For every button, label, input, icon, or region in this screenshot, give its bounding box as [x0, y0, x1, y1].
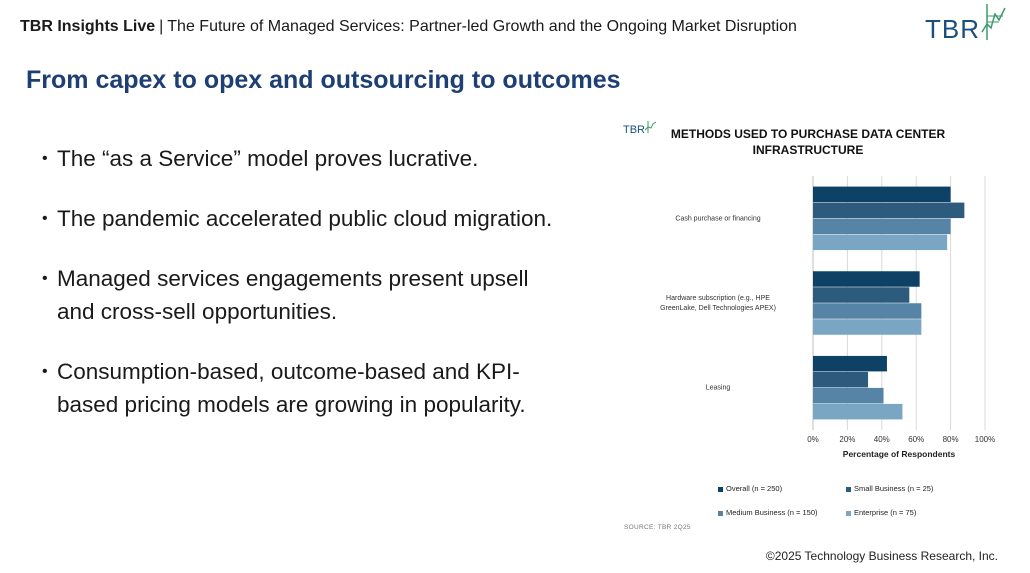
- category-label: Leasing: [705, 384, 731, 392]
- chart-source: SOURCE: TBR 2Q25: [624, 524, 691, 531]
- slide-title: From capex to opex and outsourcing to outcomes: [26, 66, 621, 94]
- legend-label: Medium Business (n = 150): [726, 508, 818, 517]
- category-label: Cash purchase or financing: [675, 215, 761, 223]
- header-subtitle: The Future of Managed Services: Partner-led Growth and the Ongoing Market Disruption: [167, 18, 797, 35]
- legend-swatch: [718, 487, 723, 492]
- x-tick-label: 60%: [908, 435, 925, 444]
- x-tick-label: 40%: [873, 435, 890, 444]
- bar: [813, 187, 951, 203]
- bar: [813, 203, 964, 219]
- bullet-item: • Managed services engagements present upsell and cross-sell opportunities.: [42, 262, 562, 328]
- x-axis-label: Percentage of Respondents: [842, 449, 956, 459]
- bullet-list: [42, 142, 562, 448]
- chart-panel: [618, 118, 1013, 538]
- chart-title: METHODS USED TO PURCHASE DATA CENTER INFRASTRUCTURE: [670, 127, 946, 157]
- bullet-item: • The “as a Service” model proves lucrative.: [42, 142, 562, 175]
- bar: [813, 372, 868, 388]
- legend-label: Overall (n = 250): [726, 484, 783, 493]
- legend-item: [846, 484, 933, 493]
- x-tick-label: 100%: [974, 435, 996, 444]
- logo-graph-icon: [981, 2, 1011, 42]
- legend-label: Enterprise (n = 75): [854, 508, 917, 517]
- tbr-logo-text: TBR: [925, 14, 980, 44]
- bullet-item: • The pandemic accelerated public cloud migration.: [42, 202, 562, 235]
- bar: [813, 303, 921, 319]
- x-tick-label: 80%: [942, 435, 959, 444]
- category-label: Hardware subscription (e.g., HPE GreenLake, Dell Technologies APEX): [660, 295, 776, 312]
- bar: [813, 404, 902, 420]
- header-brand: TBR Insights Live: [20, 18, 156, 35]
- legend-item: [846, 508, 916, 517]
- copyright: ©2025 Technology Business Research, Inc.: [765, 549, 998, 563]
- legend-item: [718, 484, 782, 493]
- tbr-logo: [925, 2, 1015, 46]
- legend-label: Small Business (n = 25): [854, 484, 934, 493]
- bar: [813, 287, 909, 303]
- bullet-item: • Consumption-based, outcome-based and KPI-based pricing models are growing in popularity.: [42, 355, 562, 421]
- x-tick-label: 0%: [807, 435, 819, 444]
- legend-swatch: [718, 511, 723, 516]
- bar-chart: [618, 118, 1013, 478]
- bar: [813, 235, 947, 251]
- legend-item: [718, 508, 818, 517]
- x-tick-label: 20%: [839, 435, 856, 444]
- legend-swatch: [846, 511, 851, 516]
- header: [20, 18, 797, 36]
- bar: [813, 319, 921, 335]
- legend-swatch: [846, 487, 851, 492]
- bar: [813, 388, 884, 404]
- bar: [813, 219, 951, 235]
- bar: [813, 271, 920, 287]
- header-separator: |: [159, 18, 164, 35]
- chart-logo-text: TBR: [623, 124, 645, 136]
- bar: [813, 356, 887, 372]
